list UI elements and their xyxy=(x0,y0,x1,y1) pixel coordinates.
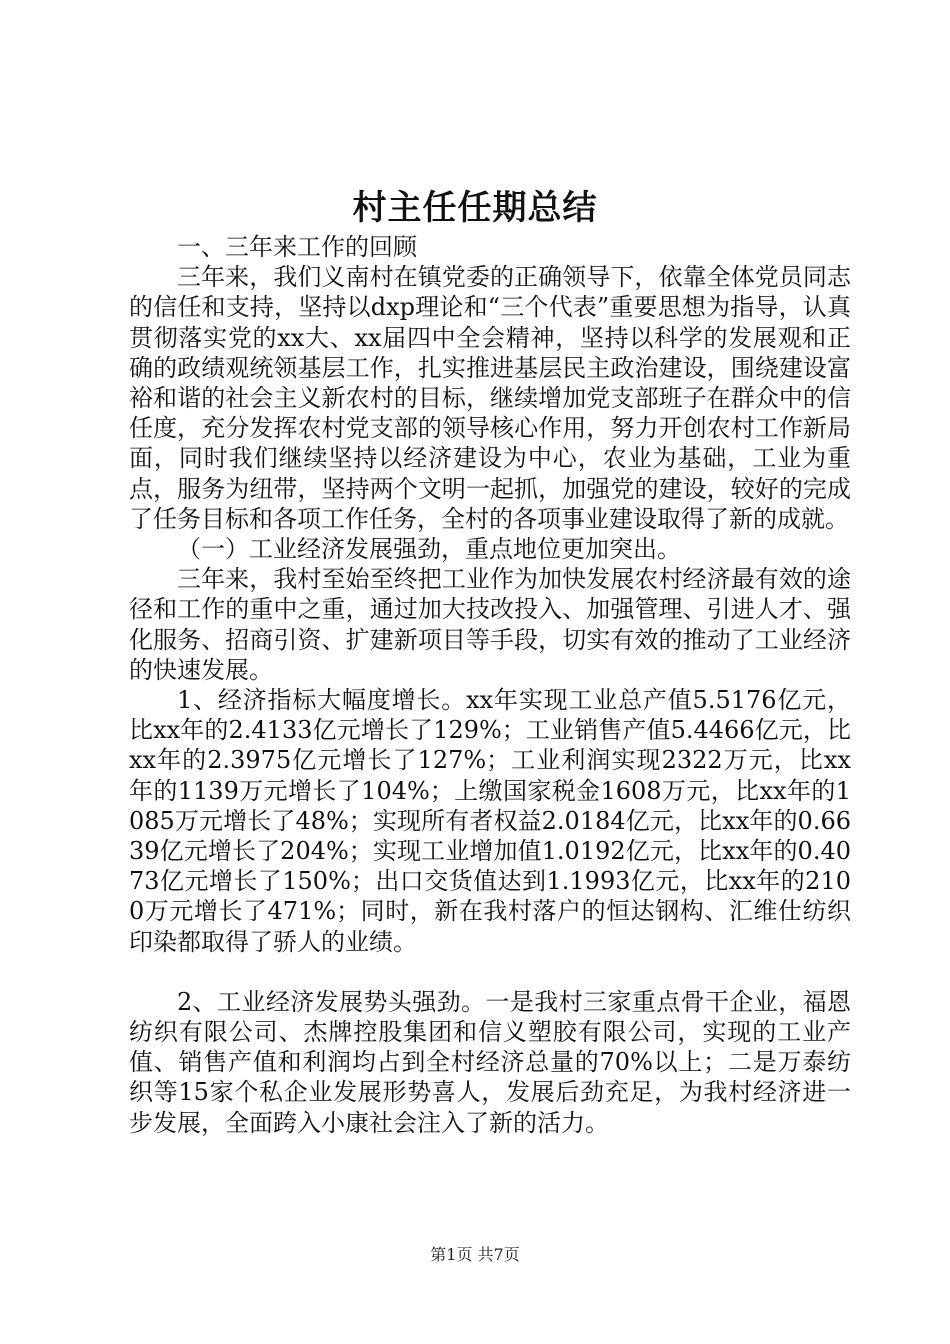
body-paragraph: 2、工业经济发展势头强劲。一是我村三家重点骨干企业，福恩纺织有限公司、杰牌控股集团和信义塑胶有限公司，实现的工业产值、销售产值和利润均占到全村经济总量的70%以上；二是万泰纺织等15家个私企业发展形势喜人，发展后劲充足，为我村经济进一步发展，全面跨入小康社会注入了新的活力。 xyxy=(129,987,851,1137)
page-title: 村主任任期总结 xyxy=(352,188,598,228)
body-paragraph: 1、经济指标大幅度增长。xx年实现工业总产值5.5176亿元，比xx年的2.4133亿元增长了129%；工业销售产值5.4466亿元，比xx年的2.3975亿元增长了127%；工业利润实现2322万元，比xx年的1139万元增长了104%；上缴国家税金1608万元，比xx年的1085万元增长了48%；实现所有者权益2.0184亿元，比xx年的0.6639亿元增长了204%；实现工业增加值1.0192亿元，比xx年的0.4073亿元增长了150%；出口交货值达到1.1993亿元，比xx年的2100万元增长了471%；同时，新在我村落户的恒达钢构、汇维仕纺织印染都取得了骄人的业绩。 xyxy=(129,686,851,956)
body-paragraph: 三年来，我村至始至终把工业作为加快发展农村经济最有效的途径和工作的重中之重，通过加大技改投入、加强管理、引进人才、强化服务、招商引资、扩建新项目等手段，切实有效的推动了工业经济的快速发展。 xyxy=(129,565,851,684)
subsection-heading: （一）工业经济发展强劲，重点地位更加突出。 xyxy=(177,535,681,564)
document-body xyxy=(129,232,851,1138)
page-footer: 第1页 共7页 xyxy=(430,1245,520,1264)
section-heading: 一、三年来工作的回顾 xyxy=(177,233,417,261)
body-paragraph: 三年来，我们义南村在镇党委的正确领导下，依靠全体党员同志的信任和支持，坚持以dxp理论和“三个代表”重要思想为指导，认真贯彻落实党的xx大、xx届四中全会精神，坚持以科学的发展观和正确的政绩观统领基层工作，扎实推进基层民主政治建设，围绕建设富裕和谐的社会主义新农村的目标，继续增加党支部班子在群众中的信任度，充分发挥农村党支部的领导核心作用，努力开创农村工作新局面，同时我们继续坚持以经济建设为中心，农业为基础，工业为重点，服务为纽带，坚持两个文明一起抓，加强党的建设，较好的完成了任务目标和各项工作任务，全村的各项事业建设取得了新的成就。 xyxy=(129,263,851,533)
paragraph-gap xyxy=(129,957,851,987)
